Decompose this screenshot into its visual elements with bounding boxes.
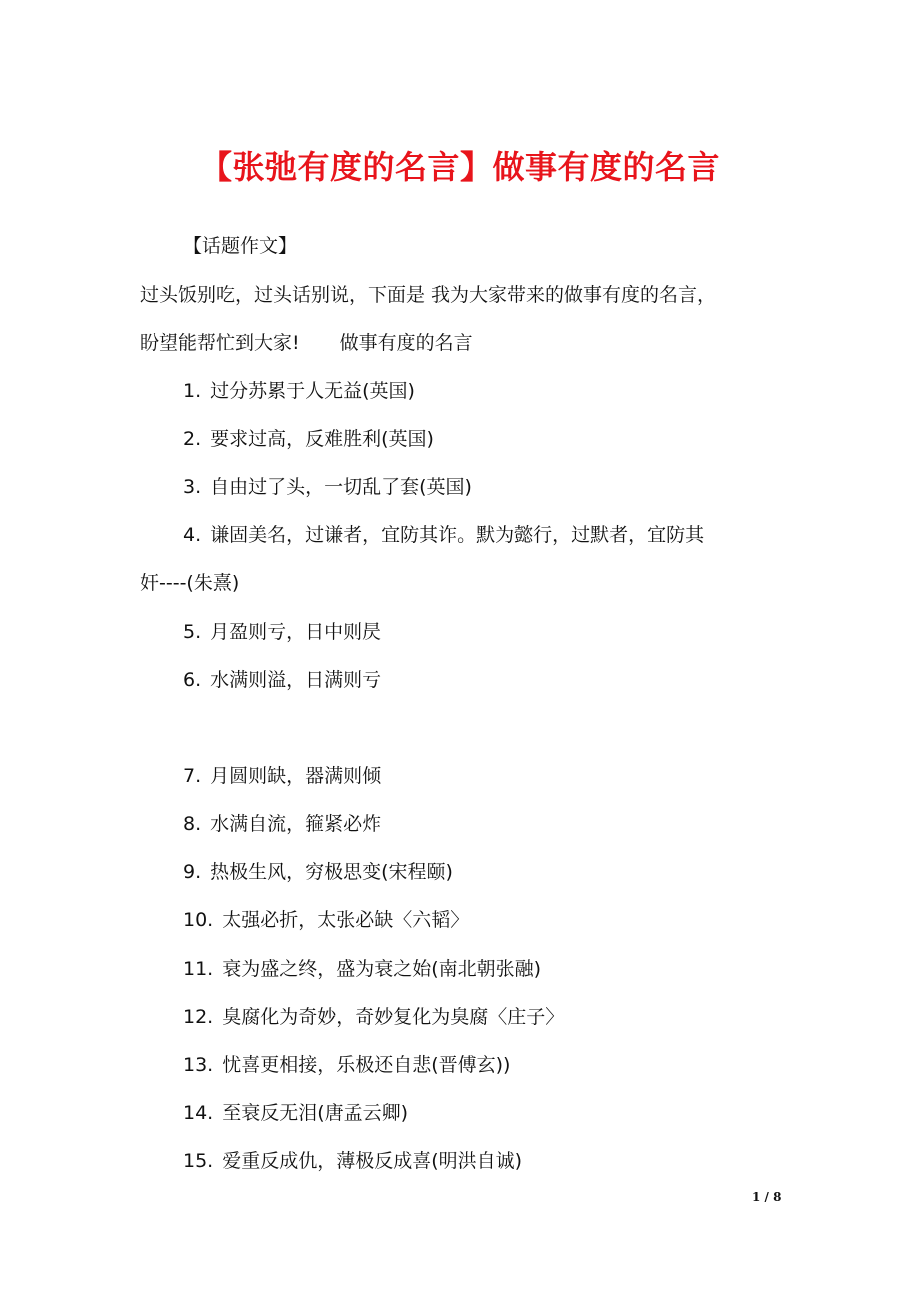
quote-text: 谦固美名，过谦者，宜防其诈。默为懿行，过默者，宜防其	[210, 524, 705, 546]
intro-line-2	[140, 329, 473, 357]
quote-text: 自由过了头，一切乱了套(英国)	[210, 476, 472, 498]
quote-item	[183, 1051, 510, 1079]
quote-number: 10.	[183, 909, 214, 931]
quote-number: 12.	[183, 1006, 214, 1028]
quote-text: 衰为盛之终，盛为衰之始(南北朝张融)	[222, 958, 542, 980]
quote-text: 月盈则亏，日中则昃	[210, 621, 382, 643]
category-label: 【话题作文】	[183, 235, 298, 257]
intro-line-2-text: 盼望能帮忙到大家!	[140, 332, 300, 354]
quote-item	[183, 1099, 408, 1127]
page-number: 1 / 8	[752, 1190, 782, 1204]
quote-number: 2.	[183, 428, 202, 450]
quote-number: 7.	[183, 765, 202, 787]
quote-number: 8.	[183, 813, 202, 835]
quote-item	[183, 618, 381, 646]
quote-text: 热极生风，穷极思变(宋程颐)	[210, 861, 453, 883]
document-title: 【张弛有度的名言】做事有度的名言	[199, 148, 720, 186]
quote-number: 1.	[183, 380, 202, 402]
quote-item	[183, 858, 453, 886]
quote-item	[183, 762, 381, 790]
quote-item	[183, 666, 381, 694]
quote-text: 至衰反无泪(唐孟云卿)	[222, 1102, 409, 1124]
quote-text: 过分苏累于人无益(英国)	[210, 380, 415, 402]
quote-number: 4.	[183, 524, 202, 546]
quote-continuation: 奸----(朱熹)	[140, 572, 240, 594]
quote-item	[183, 1147, 522, 1175]
quote-item	[183, 425, 434, 453]
section-heading: 做事有度的名言	[339, 332, 473, 354]
quote-item	[183, 955, 541, 983]
quote-item	[183, 810, 381, 838]
quote-number: 9.	[183, 861, 202, 883]
quote-text: 忧喜更相接，乐极还自悲(晋傅玄))	[222, 1054, 511, 1076]
quote-text: 水满自流，箍紧必炸	[210, 813, 382, 835]
quote-item	[183, 906, 469, 934]
quote-item	[183, 521, 704, 549]
quote-text: 爱重反成仇，薄极反成喜(明洪自诚)	[222, 1150, 523, 1172]
quote-text: 太强必折，太张必缺〈六韬〉	[222, 909, 470, 931]
quote-number: 11.	[183, 958, 214, 980]
intro-line-1: 过头饭别吃，过头话别说，下面是 我为大家带来的做事有度的名言，	[140, 284, 717, 306]
quote-text: 要求过高，反难胜利(英国)	[210, 428, 434, 450]
quote-number: 14.	[183, 1102, 214, 1124]
quote-item	[183, 473, 472, 501]
quote-item	[183, 377, 415, 405]
quote-number: 5.	[183, 621, 202, 643]
quote-number: 15.	[183, 1150, 214, 1172]
quote-text: 臭腐化为奇妙，奇妙复化为臭腐〈庄子〉	[222, 1006, 565, 1028]
quote-number: 3.	[183, 476, 202, 498]
quote-text: 水满则溢，日满则亏	[210, 669, 382, 691]
quote-number: 6.	[183, 669, 202, 691]
quote-item	[183, 1003, 564, 1031]
quote-number: 13.	[183, 1054, 214, 1076]
quote-text: 月圆则缺，器满则倾	[210, 765, 382, 787]
